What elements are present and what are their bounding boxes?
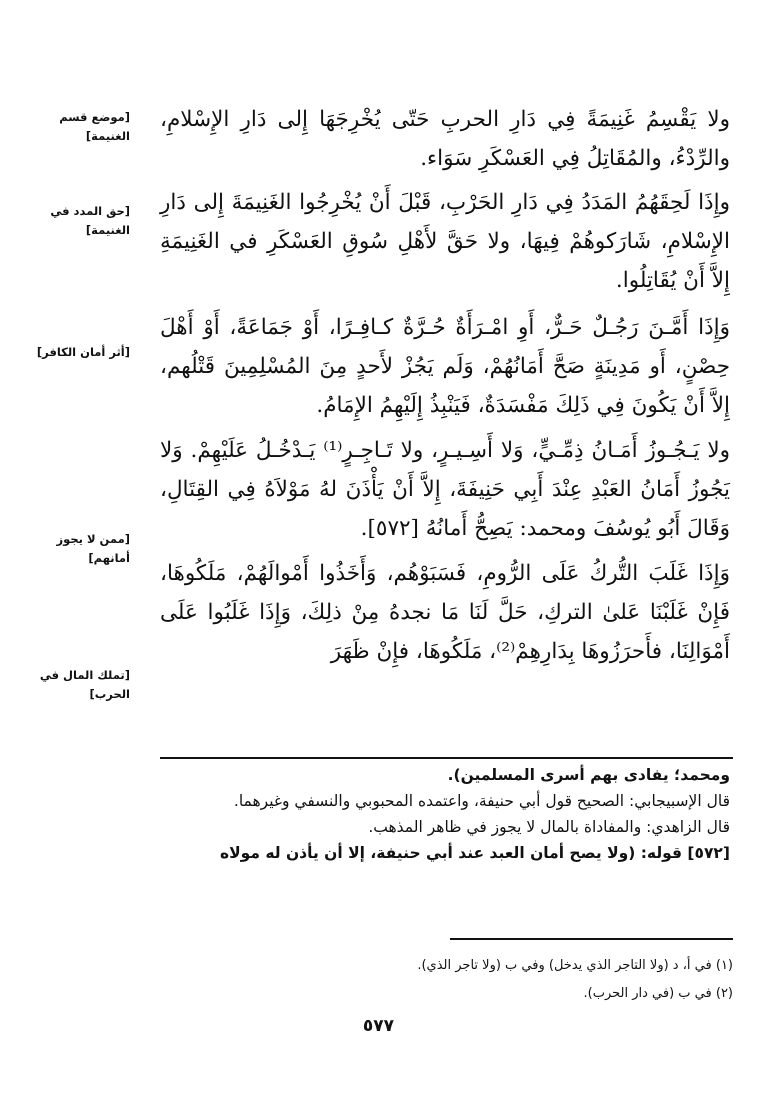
paragraph-invalid-safe-conduct: ولا يَـجُـوزُ أَمَـانُ ذِمِّـيٍّ، وَلا أَسِـيـرٍ، ولا تَـاجِـرٍ⁽¹⁾ يَـدْخُـلُ عَلَيْهِمْ. وَلا يَجُوزُ أَمَانُ العَبْدِ عِنْدَ أَبِي حَنِيفَةَ، إِلاَّ أَنْ يَأْذَنَ لهُ مَوْلاَهُ فِي القِتَالِ، وَقَالَ أَبُو يُوسُفَ ومحمد: يَصِحُّ أَمانُهُ [٥٧٢]. [160, 438, 730, 541]
footnote-divider [450, 938, 733, 940]
main-text [160, 100, 730, 671]
footnote: (١) في أ، د (ولا التاجر الذي يدخل) وفي ب (ولا تاجر الذي). [417, 958, 733, 973]
commentary-divider [160, 757, 733, 759]
margin-note-spoils-division: [موضع قسم الغنيمة] [59, 110, 130, 143]
paragraph-safe-conduct: وَإِذَا أَمَّـنَ رَجُـلٌ حَـرٌّ، أَوِ امْـرَأَةٌ حُـرَّةٌ كـافِـرًا، أَوْ جَمَاعَةً، أَوْ أَهْلَ حِصْنٍ، أَو مَدِينَةٍ صَحَّ أَمَانُهُمْ، وَلَم يَجُزْ لأَحدٍ مِنَ المُسْلِمِينَ قَتْلُهم، إِلاَّ أَنْ يَكُونَ فِي ذَلِكَ مَفْسَدَةٌ، فَيَنْبِذُ إِلَيْهِمُ الإِمَامُ. [160, 315, 730, 418]
margin-note-invalid-safe-conduct: [ممن لا يجوز أمانهم] [56, 532, 130, 565]
commentary-line: [٥٧٢] قوله: (ولا يصح أمان العبد عند أبي حنيفة، إلا أن يأذن له مولاه [219, 844, 730, 862]
commentary-line: قال الإسبيجابي: الصحيح قول أبي حنيفة، واعتمده المحبوبي والنسفي وغيرهما. [233, 792, 730, 810]
footnote: (٢) في ب (في دار الحرب). [583, 986, 733, 1001]
margin-note-ownership-in-war: [تملك المال في الحرب] [39, 668, 130, 701]
page-number: ٥٧٧ [362, 1016, 395, 1036]
paragraph-spoils: ولا يَقْسِمُ غَنِيمَةً فِي دَارِ الحربِ حَتّى يُخْرِجَهَا إِلى دَارِ الإِسْلامِ، والرِّدْءُ، والمُقَاتِلُ فِي العَسْكَرِ سَوَاء. [160, 107, 730, 171]
margin-note-safe-conduct: [أثر أمان الكافر] [36, 345, 130, 359]
commentary-block [170, 762, 730, 866]
paragraph-ownership: وَإِذَا غَلَبَ التُّركُ عَلَى الرُّومِ، فَسَبَوْهُم، وَأَخَذُوا أَمْوالَهُمْ، مَلَكُوهَا، فَإِنْ غَلَبْنَا عَلىٰ التركِ، حَلَّ لَنَا مَا نجدهُ مِنْ ذلِكَ، وَإِذَا غَلَبُوا عَلَى أَمْوَالِنَا، فأَحرَزُوهَا بِدَارِهِمْ⁽²⁾، مَلَكُوهَا، فإِنْ ظَهَرَ [160, 561, 730, 664]
paragraph-reinforcements: وإِذَا لَحِقَهُمُ المَدَدُ فِي دَارِ الحَرْبِ، قَبْلَ أَنْ يُخْرِجُوا الغَنِيمَةَ إِلى دَارِ الإِسْلامِ، شَارَكوهُمْ فِيهَا، ولا حَقَّ لأَهْلِ سُوقِ العَسْكَرِ في الغَنِيمَةِ إِلاَّ أَنْ يُقَاتِلُوا. [160, 190, 730, 293]
commentary-line: ومحمد؛ يفادى بهم أسرى المسلمين). [447, 766, 730, 784]
commentary-line: قال الزاهدي: والمفاداة بالمال لا يجوز في ظاهر المذهب. [368, 818, 730, 836]
margin-note-reinforcement-share: [حق المدد في الغنيمة] [50, 204, 130, 237]
